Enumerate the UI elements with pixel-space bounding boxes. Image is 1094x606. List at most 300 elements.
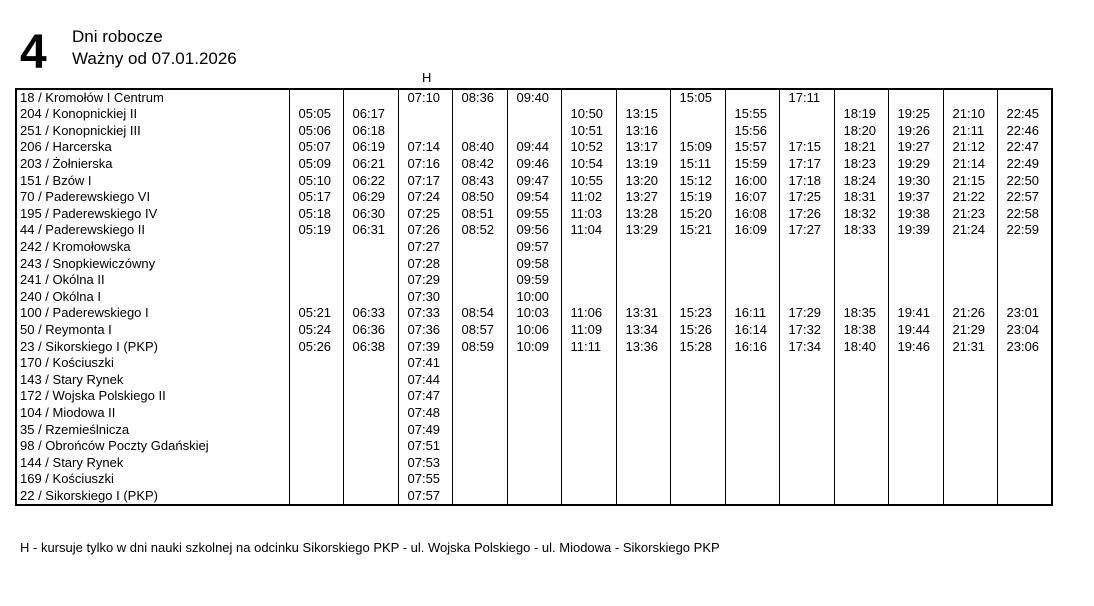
departure-time	[343, 454, 398, 471]
timetable-row	[16, 255, 1052, 272]
stop-name: 22 / Sikorskiego I (PKP)	[16, 488, 289, 505]
departure-time: 15:11	[670, 156, 725, 173]
stop-name: 70 / Paderewskiego VI	[16, 189, 289, 206]
departure-time	[616, 89, 670, 106]
departure-time	[725, 372, 779, 389]
departure-time: 07:27	[398, 239, 452, 256]
departure-time: 07:29	[398, 272, 452, 289]
timetable-row	[16, 139, 1052, 156]
departure-time: 17:18	[779, 172, 834, 189]
departure-time: 15:26	[670, 322, 725, 339]
departure-time	[834, 438, 888, 455]
departure-time	[943, 272, 997, 289]
timetable-row	[16, 106, 1052, 123]
departure-time	[888, 89, 943, 106]
stop-name: 203 / Żołnierska	[16, 156, 289, 173]
departure-time	[289, 421, 343, 438]
departure-time	[725, 471, 779, 488]
departure-time	[670, 454, 725, 471]
departure-time	[779, 488, 834, 505]
departure-time	[343, 89, 398, 106]
departure-time: 05:19	[289, 222, 343, 239]
departure-time: 07:55	[398, 471, 452, 488]
stop-name: 169 / Kościuszki	[16, 471, 289, 488]
departure-time	[779, 405, 834, 422]
departure-time: 18:40	[834, 338, 888, 355]
departure-time	[997, 372, 1052, 389]
departure-time: 06:33	[343, 305, 398, 322]
departure-time	[997, 239, 1052, 256]
departure-time	[943, 405, 997, 422]
departure-time	[561, 255, 616, 272]
departure-time	[888, 372, 943, 389]
departure-time: 19:44	[888, 322, 943, 339]
departure-time	[561, 355, 616, 372]
departure-time	[888, 454, 943, 471]
stop-name: 240 / Okólna I	[16, 289, 289, 306]
stop-name: 241 / Okólna II	[16, 272, 289, 289]
departure-time	[670, 405, 725, 422]
departure-time: 16:16	[725, 338, 779, 355]
departure-time: 15:19	[670, 189, 725, 206]
timetable-row	[16, 239, 1052, 256]
departure-time	[943, 372, 997, 389]
departure-time: 22:45	[997, 106, 1052, 123]
departure-time	[452, 421, 507, 438]
departure-time	[452, 106, 507, 123]
departure-time	[398, 106, 452, 123]
departure-time	[616, 255, 670, 272]
departure-time: 21:23	[943, 206, 997, 223]
departure-time	[834, 272, 888, 289]
departure-time: 08:40	[452, 139, 507, 156]
departure-time	[343, 289, 398, 306]
timetable-row	[16, 222, 1052, 239]
departure-time	[834, 471, 888, 488]
departure-time	[725, 355, 779, 372]
departure-time	[452, 123, 507, 140]
departure-time	[452, 438, 507, 455]
timetable	[15, 88, 1053, 506]
departure-time	[888, 289, 943, 306]
stop-name: 50 / Reymonta I	[16, 322, 289, 339]
departure-time	[507, 488, 561, 505]
departure-time	[725, 405, 779, 422]
departure-time	[670, 355, 725, 372]
timetable-row	[16, 89, 1052, 106]
timetable-row	[16, 123, 1052, 140]
stop-name: 143 / Stary Rynek	[16, 372, 289, 389]
departure-time	[452, 405, 507, 422]
departure-time: 07:48	[398, 405, 452, 422]
departure-time: 06:36	[343, 322, 398, 339]
departure-time: 21:12	[943, 139, 997, 156]
departure-time	[997, 255, 1052, 272]
departure-time: 13:36	[616, 338, 670, 355]
departure-time: 07:39	[398, 338, 452, 355]
stop-name: 23 / Sikorskiego I (PKP)	[16, 338, 289, 355]
departure-time: 21:14	[943, 156, 997, 173]
departure-time: 09:57	[507, 239, 561, 256]
departure-time	[343, 405, 398, 422]
departure-time	[834, 388, 888, 405]
departure-time: 17:15	[779, 139, 834, 156]
departure-time: 09:56	[507, 222, 561, 239]
departure-time: 13:17	[616, 139, 670, 156]
departure-time	[943, 471, 997, 488]
departure-time: 19:30	[888, 172, 943, 189]
departure-time: 17:34	[779, 338, 834, 355]
departure-time	[452, 272, 507, 289]
departure-time	[943, 488, 997, 505]
title-block	[72, 26, 237, 70]
departure-time: 15:20	[670, 206, 725, 223]
departure-time	[943, 239, 997, 256]
departure-time	[997, 355, 1052, 372]
departure-time: 21:26	[943, 305, 997, 322]
departure-time	[779, 471, 834, 488]
departure-time: 05:09	[289, 156, 343, 173]
departure-time: 16:08	[725, 206, 779, 223]
departure-time: 18:38	[834, 322, 888, 339]
departure-time: 07:41	[398, 355, 452, 372]
departure-time: 18:24	[834, 172, 888, 189]
departure-time	[289, 239, 343, 256]
departure-time	[343, 421, 398, 438]
departure-time	[289, 438, 343, 455]
departure-time	[888, 255, 943, 272]
departure-time: 05:24	[289, 322, 343, 339]
departure-time: 05:05	[289, 106, 343, 123]
stop-name: 35 / Rzemieślnicza	[16, 421, 289, 438]
departure-time: 07:36	[398, 322, 452, 339]
departure-time	[289, 454, 343, 471]
departure-time	[725, 239, 779, 256]
departure-time: 22:58	[997, 206, 1052, 223]
departure-time	[779, 123, 834, 140]
departure-time	[670, 421, 725, 438]
departure-time: 18:21	[834, 139, 888, 156]
departure-time	[507, 405, 561, 422]
departure-time	[343, 388, 398, 405]
timetable-row	[16, 405, 1052, 422]
departure-time: 10:03	[507, 305, 561, 322]
departure-time	[561, 454, 616, 471]
departure-time	[507, 372, 561, 389]
departure-time	[507, 471, 561, 488]
departure-time: 17:11	[779, 89, 834, 106]
timetable-row	[16, 454, 1052, 471]
departure-time: 23:04	[997, 322, 1052, 339]
departure-time: 16:11	[725, 305, 779, 322]
line-number: 4	[20, 26, 47, 79]
departure-time	[561, 239, 616, 256]
departure-time: 17:25	[779, 189, 834, 206]
departure-time	[507, 421, 561, 438]
departure-time: 13:34	[616, 322, 670, 339]
stop-name: 251 / Konopnickiej III	[16, 123, 289, 140]
timetable-row	[16, 272, 1052, 289]
departure-time: 07:57	[398, 488, 452, 505]
departure-time: 11:04	[561, 222, 616, 239]
departure-time	[997, 471, 1052, 488]
stop-name: 206 / Harcerska	[16, 139, 289, 156]
departure-time	[670, 372, 725, 389]
departure-time	[616, 488, 670, 505]
departure-time: 10:50	[561, 106, 616, 123]
departure-time	[507, 454, 561, 471]
departure-time	[452, 239, 507, 256]
departure-time: 21:11	[943, 123, 997, 140]
departure-time	[616, 438, 670, 455]
departure-time: 08:42	[452, 156, 507, 173]
departure-time	[670, 255, 725, 272]
departure-time: 19:26	[888, 123, 943, 140]
stop-name: 98 / Obrońców Poczty Gdańskiej	[16, 438, 289, 455]
departure-time: 10:00	[507, 289, 561, 306]
departure-time	[452, 388, 507, 405]
departure-time: 13:19	[616, 156, 670, 173]
departure-time: 07:44	[398, 372, 452, 389]
departure-time: 17:32	[779, 322, 834, 339]
departure-time	[943, 438, 997, 455]
timetable-row	[16, 355, 1052, 372]
departure-time: 05:10	[289, 172, 343, 189]
departure-time	[507, 388, 561, 405]
departure-time: 16:14	[725, 322, 779, 339]
departure-time	[343, 372, 398, 389]
timetable-row	[16, 156, 1052, 173]
departure-time	[289, 355, 343, 372]
departure-time	[997, 272, 1052, 289]
departure-time	[888, 355, 943, 372]
departure-time	[725, 488, 779, 505]
departure-time: 15:12	[670, 172, 725, 189]
departure-time	[343, 239, 398, 256]
departure-time: 15:21	[670, 222, 725, 239]
departure-time	[779, 388, 834, 405]
departure-time	[616, 355, 670, 372]
departure-time: 08:36	[452, 89, 507, 106]
departure-time	[452, 372, 507, 389]
stop-name: 170 / Kościuszki	[16, 355, 289, 372]
departure-time: 07:26	[398, 222, 452, 239]
departure-time	[834, 405, 888, 422]
departure-time	[452, 454, 507, 471]
departure-time	[834, 372, 888, 389]
departure-time	[343, 255, 398, 272]
departure-time: 19:25	[888, 106, 943, 123]
departure-time: 05:07	[289, 139, 343, 156]
departure-time: 07:17	[398, 172, 452, 189]
departure-time: 18:33	[834, 222, 888, 239]
departure-time: 08:43	[452, 172, 507, 189]
footnote: H - kursuje tylko w dni nauki szkolnej na odcinku Sikorskiego PKP - ul. Wojska Polskiego - ul. Miodowa - Sikorskiego PKP	[20, 540, 720, 555]
departure-time: 18:35	[834, 305, 888, 322]
timetable-row	[16, 388, 1052, 405]
timetable-row	[16, 471, 1052, 488]
departure-time	[616, 454, 670, 471]
departure-time	[561, 89, 616, 106]
departure-time: 13:20	[616, 172, 670, 189]
departure-time	[561, 405, 616, 422]
departure-time: 22:46	[997, 123, 1052, 140]
departure-time	[289, 272, 343, 289]
timetable-row	[16, 206, 1052, 223]
departure-time	[997, 454, 1052, 471]
departure-time	[779, 272, 834, 289]
departure-time	[888, 421, 943, 438]
timetable-row	[16, 438, 1052, 455]
departure-time: 07:24	[398, 189, 452, 206]
departure-time	[997, 89, 1052, 106]
departure-time: 06:38	[343, 338, 398, 355]
departure-time: 07:47	[398, 388, 452, 405]
departure-time: 09:55	[507, 206, 561, 223]
valid-from: Ważny od 07.01.2026	[72, 49, 237, 68]
departure-time: 22:47	[997, 139, 1052, 156]
departure-time: 05:17	[289, 189, 343, 206]
departure-time	[725, 255, 779, 272]
departure-time	[943, 255, 997, 272]
departure-time: 17:26	[779, 206, 834, 223]
departure-time: 06:19	[343, 139, 398, 156]
departure-time: 21:10	[943, 106, 997, 123]
departure-time: 09:54	[507, 189, 561, 206]
departure-time	[670, 438, 725, 455]
departure-time	[670, 289, 725, 306]
departure-time: 19:46	[888, 338, 943, 355]
departure-time: 22:50	[997, 172, 1052, 189]
departure-time: 07:51	[398, 438, 452, 455]
departure-time: 19:29	[888, 156, 943, 173]
timetable-row	[16, 338, 1052, 355]
departure-time: 17:29	[779, 305, 834, 322]
departure-time	[343, 355, 398, 372]
departure-time	[507, 355, 561, 372]
departure-time: 11:02	[561, 189, 616, 206]
departure-time	[561, 289, 616, 306]
departure-time: 07:16	[398, 156, 452, 173]
departure-time	[888, 272, 943, 289]
departure-time	[943, 421, 997, 438]
stop-name: 195 / Paderewskiego IV	[16, 206, 289, 223]
departure-time	[561, 471, 616, 488]
departure-time	[834, 421, 888, 438]
departure-time: 16:07	[725, 189, 779, 206]
departure-time	[289, 471, 343, 488]
departure-time	[670, 123, 725, 140]
departure-time: 15:56	[725, 123, 779, 140]
departure-time: 21:15	[943, 172, 997, 189]
departure-time	[343, 272, 398, 289]
departure-time: 07:28	[398, 255, 452, 272]
departure-time	[289, 388, 343, 405]
departure-time	[943, 454, 997, 471]
departure-time	[561, 488, 616, 505]
departure-time	[616, 421, 670, 438]
departure-time: 07:25	[398, 206, 452, 223]
departure-time: 06:30	[343, 206, 398, 223]
departure-time: 08:54	[452, 305, 507, 322]
departure-time	[997, 388, 1052, 405]
departure-time	[670, 239, 725, 256]
departure-time	[343, 471, 398, 488]
departure-time: 13:31	[616, 305, 670, 322]
departure-time	[725, 421, 779, 438]
departure-time	[779, 106, 834, 123]
departure-time: 21:24	[943, 222, 997, 239]
departure-time: 18:23	[834, 156, 888, 173]
departure-time	[943, 355, 997, 372]
timetable-row	[16, 372, 1052, 389]
departure-time: 19:38	[888, 206, 943, 223]
departure-time	[289, 488, 343, 505]
departure-time	[616, 471, 670, 488]
departure-time	[834, 89, 888, 106]
departure-time	[507, 123, 561, 140]
departure-time	[289, 405, 343, 422]
departure-time	[725, 388, 779, 405]
departure-time: 13:29	[616, 222, 670, 239]
departure-time	[616, 372, 670, 389]
departure-time: 09:40	[507, 89, 561, 106]
departure-time	[452, 289, 507, 306]
departure-time: 17:17	[779, 156, 834, 173]
timetable-row	[16, 172, 1052, 189]
timetable-row	[16, 305, 1052, 322]
departure-time: 06:18	[343, 123, 398, 140]
departure-time: 09:46	[507, 156, 561, 173]
departure-time	[997, 421, 1052, 438]
departure-time	[834, 255, 888, 272]
departure-time	[779, 355, 834, 372]
departure-time: 15:28	[670, 338, 725, 355]
stop-name: 44 / Paderewskiego II	[16, 222, 289, 239]
departure-time	[343, 438, 398, 455]
departure-time: 06:29	[343, 189, 398, 206]
departure-time	[507, 106, 561, 123]
departure-time: 06:22	[343, 172, 398, 189]
departure-time: 15:23	[670, 305, 725, 322]
departure-time: 09:47	[507, 172, 561, 189]
departure-time: 09:59	[507, 272, 561, 289]
departure-time: 11:11	[561, 338, 616, 355]
departure-time: 23:06	[997, 338, 1052, 355]
departure-time	[943, 289, 997, 306]
departure-time	[452, 471, 507, 488]
departure-time	[616, 388, 670, 405]
departure-time	[289, 289, 343, 306]
stop-name: 204 / Konopnickiej II	[16, 106, 289, 123]
departure-time: 06:31	[343, 222, 398, 239]
departure-time: 17:27	[779, 222, 834, 239]
departure-time	[452, 255, 507, 272]
departure-time	[834, 488, 888, 505]
departure-time	[561, 272, 616, 289]
departure-time: 18:20	[834, 123, 888, 140]
timetable-row	[16, 488, 1052, 505]
departure-time	[725, 454, 779, 471]
departure-time	[779, 372, 834, 389]
departure-time	[670, 471, 725, 488]
departure-time: 06:17	[343, 106, 398, 123]
departure-time: 09:58	[507, 255, 561, 272]
stop-name: 104 / Miodowa II	[16, 405, 289, 422]
departure-time: 06:21	[343, 156, 398, 173]
departure-time: 13:15	[616, 106, 670, 123]
departure-time: 23:01	[997, 305, 1052, 322]
